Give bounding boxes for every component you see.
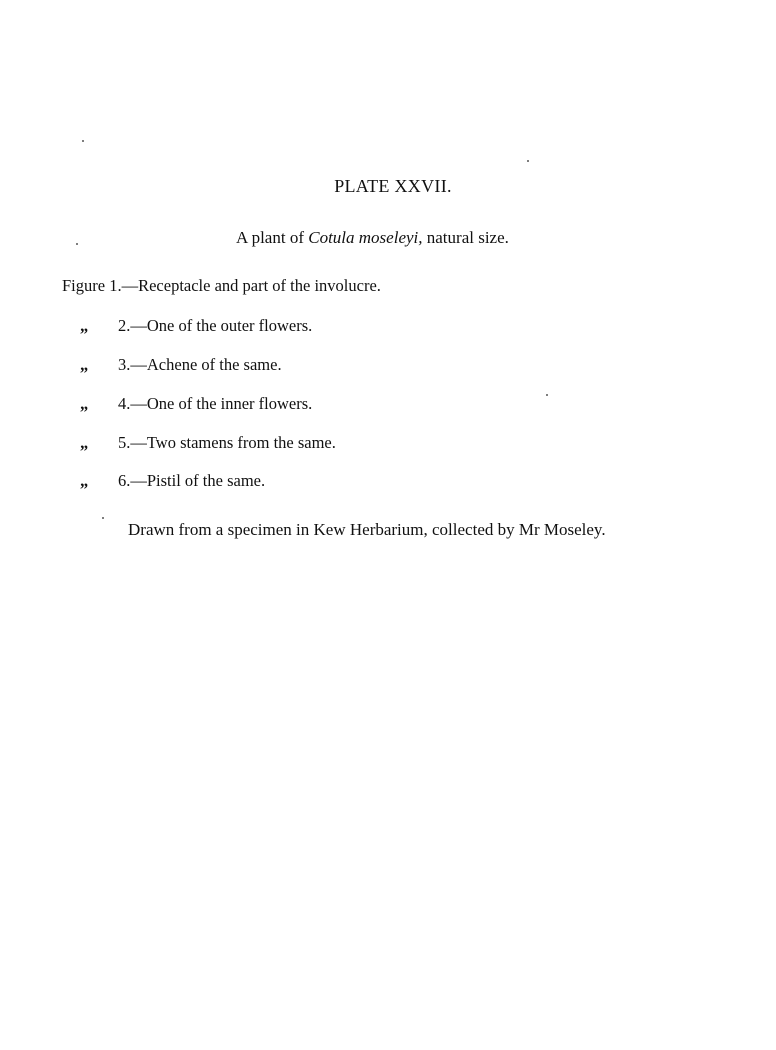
subtitle-prefix: A plant of — [236, 228, 309, 247]
figure-caption-text: 2.—One of the outer flowers. — [118, 316, 313, 335]
plate-title: PLATE XXVII. — [334, 176, 452, 196]
species-name: Cotula moseleyi, — [308, 228, 423, 247]
figure-caption-text: 1.—Receptacle and part of the involucre. — [109, 276, 381, 295]
ditto-mark: „ — [80, 471, 89, 490]
figure-caption-2 — [62, 316, 312, 336]
ditto-mark: „ — [80, 355, 89, 374]
paper-speck — [102, 517, 104, 519]
paper-speck — [76, 243, 78, 245]
figure-caption-text: 3.—Achene of the same. — [118, 355, 282, 374]
paper-speck — [546, 394, 548, 396]
figure-label: Figure — [62, 276, 110, 295]
figure-caption-3 — [62, 355, 282, 375]
figure-caption-1 — [62, 276, 381, 296]
subtitle-suffix: natural size. — [422, 228, 509, 247]
paper-speck — [527, 160, 529, 162]
drawing-credit: Drawn from a specimen in Kew Herbarium, collected by Mr Moseley. — [128, 520, 606, 539]
ditto-mark: „ — [80, 316, 89, 335]
ditto-mark: „ — [80, 394, 89, 413]
figure-caption-6 — [62, 471, 265, 491]
paper-speck — [82, 140, 84, 142]
figure-caption-4 — [62, 394, 312, 414]
figure-caption-text: 5.—Two stamens from the same. — [118, 433, 336, 452]
ditto-mark: „ — [80, 433, 89, 452]
figure-caption-text: 4.—One of the inner flowers. — [118, 394, 313, 413]
plate-subtitle — [236, 228, 509, 248]
figure-caption-text: 6.—Pistil of the same. — [118, 471, 266, 490]
figure-caption-5 — [62, 433, 336, 453]
